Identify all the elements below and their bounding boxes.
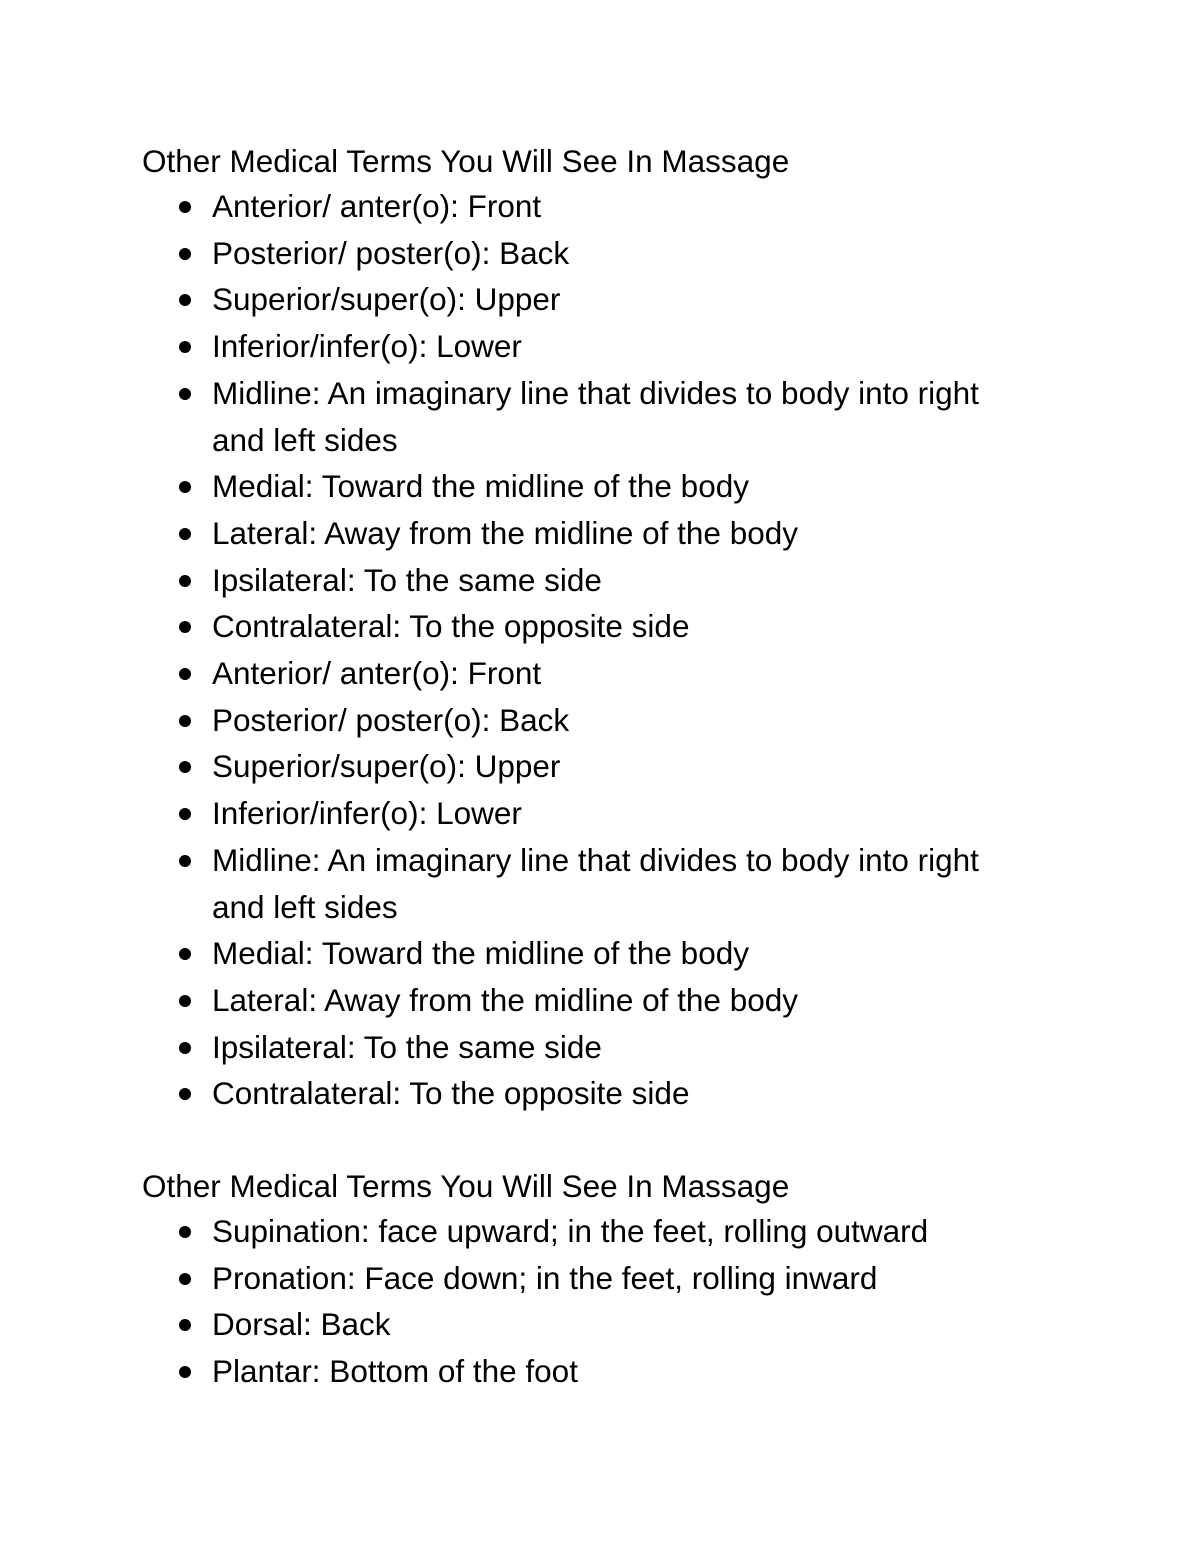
bullet-icon	[179, 528, 191, 540]
bullet-icon	[179, 715, 191, 727]
list-item	[142, 697, 1012, 744]
list-item-text: Dorsal: Back	[212, 1306, 391, 1343]
bullet-icon	[179, 1319, 191, 1331]
list-item	[142, 370, 1012, 463]
list-item	[142, 650, 1012, 697]
list-item	[142, 276, 1012, 323]
bullet-icon	[179, 1366, 191, 1378]
list-item	[142, 1301, 1012, 1348]
terms-list	[142, 1208, 1072, 1395]
list-item-text: Midline: An imaginary line that divides to body into right and left sides	[212, 374, 979, 458]
bullet-icon	[179, 1088, 191, 1100]
bullet-icon	[179, 341, 191, 353]
bullet-icon	[179, 1273, 191, 1285]
list-item-text: Posterior/ poster(o): Back	[212, 234, 570, 271]
section-title: Other Medical Terms You Will See In Massage	[142, 143, 790, 179]
list-item	[142, 977, 1012, 1024]
list-item-text: Contralateral: To the opposite side	[212, 608, 690, 645]
bullet-icon	[179, 761, 191, 773]
list-item	[142, 323, 1012, 370]
terms-list	[142, 183, 1072, 1117]
list-item	[142, 790, 1012, 837]
list-item-text: Ipsilateral: To the same side	[212, 1028, 602, 1065]
list-item-text: Anterior/ anter(o): Front	[212, 188, 542, 224]
list-item-text: Pronation: Face down; in the feet, rolling inward	[212, 1259, 878, 1296]
list-item-text: Anterior/ anter(o): Front	[212, 655, 542, 692]
terms-section-2	[142, 1164, 1072, 1395]
document-page	[142, 139, 1072, 1395]
list-item-text: Inferior/infer(o): Lower	[212, 795, 522, 832]
bullet-icon	[179, 201, 191, 213]
bullet-icon	[179, 248, 191, 260]
bullet-icon	[179, 668, 191, 680]
bullet-icon	[179, 1226, 191, 1238]
bullet-icon	[179, 481, 191, 493]
bullet-icon	[179, 388, 191, 400]
bullet-icon	[179, 621, 191, 633]
list-item	[142, 510, 1012, 557]
list-item	[142, 1348, 1012, 1395]
bullet-icon	[179, 808, 191, 820]
list-item-text: Midline: An imaginary line that divides to body into right and left sides	[212, 841, 979, 925]
list-item-text: Supination: face upward; in the feet, rolling outward	[212, 1213, 929, 1250]
list-item	[142, 743, 1012, 790]
list-item	[142, 183, 1012, 230]
bullet-icon	[179, 995, 191, 1007]
list-item	[142, 603, 1012, 650]
bullet-icon	[179, 575, 191, 587]
list-item-text: Inferior/infer(o): Lower	[212, 328, 522, 365]
list-item	[142, 930, 1012, 977]
list-item	[142, 1024, 1012, 1071]
list-item	[142, 230, 1012, 277]
bullet-icon	[179, 294, 191, 306]
list-item	[142, 1255, 1012, 1302]
list-item	[142, 837, 1012, 930]
list-item-text: Plantar: Bottom of the foot	[212, 1353, 578, 1390]
list-item	[142, 1070, 1012, 1117]
list-item-text: Posterior/ poster(o): Back	[212, 701, 570, 738]
list-item-text: Ipsilateral: To the same side	[212, 561, 602, 598]
list-item	[142, 463, 1012, 510]
list-item-text: Medial: Toward the midline of the body	[212, 468, 749, 505]
bullet-icon	[179, 948, 191, 960]
list-item-text: Contralateral: To the opposite side	[212, 1075, 690, 1112]
list-item-text: Medial: Toward the midline of the body	[212, 935, 749, 972]
bullet-icon	[179, 1042, 191, 1054]
terms-section-1	[142, 139, 1072, 1117]
list-item	[142, 1208, 1012, 1255]
list-item-text: Lateral: Away from the midline of the body	[212, 981, 798, 1018]
list-item-text: Superior/super(o): Upper	[212, 281, 561, 318]
list-item	[142, 557, 1012, 604]
list-item-text: Superior/super(o): Upper	[212, 748, 561, 785]
bullet-icon	[179, 855, 191, 867]
list-item-text: Lateral: Away from the midline of the body	[212, 514, 798, 551]
section-title: Other Medical Terms You Will See In Massage	[142, 1168, 790, 1205]
